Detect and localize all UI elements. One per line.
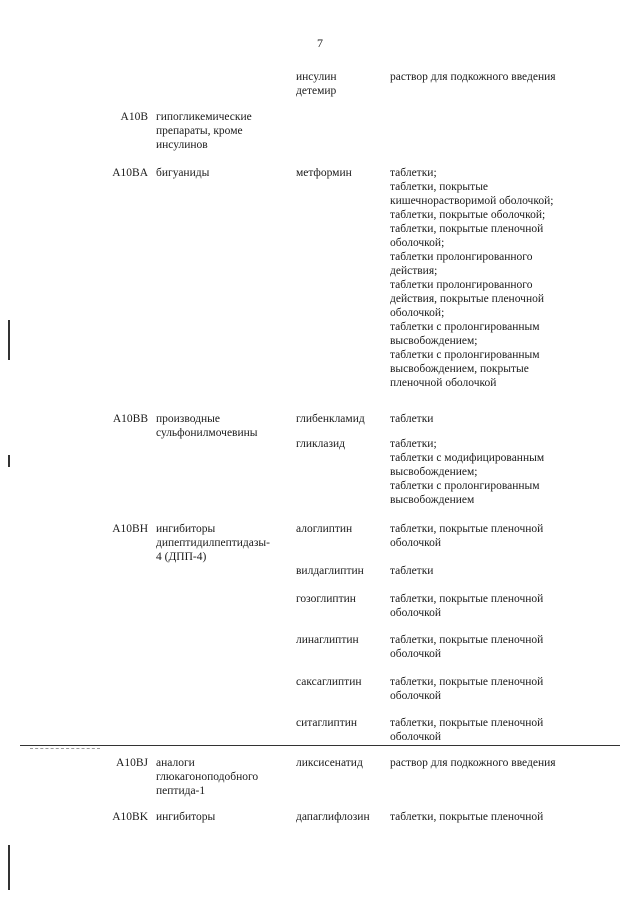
dosage-form: таблетки, покрытые пленочной оболочкой <box>390 523 544 549</box>
group-name: гипогликемические препараты, кроме инсулинов <box>156 111 252 151</box>
drug-name: саксаглиптин <box>296 676 362 688</box>
drug-name: гозоглиптин <box>296 593 356 605</box>
dosage-form: таблетки <box>390 565 434 577</box>
table-divider-dashed <box>30 748 100 749</box>
dosage-form: таблетки, покрытые пленочной оболочкой <box>390 593 544 619</box>
group-name: ингибиторы <box>156 811 216 823</box>
drug-name: инсулин детемир <box>296 71 337 97</box>
drug-name: дапаглифлозин <box>296 811 370 823</box>
group-name: бигуаниды <box>156 167 210 179</box>
drug-name: вилдаглиптин <box>296 565 364 577</box>
atc-code: A10BH <box>112 523 148 535</box>
scan-margin-mark <box>8 845 10 890</box>
drug-name: ситаглиптин <box>296 717 358 729</box>
group-name: производные сульфонилмочевины <box>156 413 258 439</box>
group-name: ингибиторы дипептидилпептидазы- 4 (ДПП-4) <box>156 523 270 563</box>
dosage-form: таблетки, покрытые пленочной <box>390 811 544 823</box>
group-name: аналоги глюкагоноподобного пептида-1 <box>156 757 259 797</box>
atc-code: A10BB <box>112 413 148 425</box>
dosage-form: таблетки, покрытые пленочной оболочкой <box>390 717 544 743</box>
dosage-form: раствор для подкожного введения <box>390 757 556 769</box>
drug-name: глибенкламид <box>296 413 365 425</box>
drug-name: гликлазид <box>296 438 346 450</box>
atc-code: A10BK <box>112 811 148 823</box>
drug-name: линаглиптин <box>296 634 359 646</box>
dosage-form: таблетки <box>390 413 434 425</box>
atc-code: A10B <box>120 111 148 123</box>
scan-margin-mark <box>8 320 10 360</box>
dosage-form: раствор для подкожного введения <box>390 71 556 83</box>
drug-name: ликсисенатид <box>296 757 363 769</box>
atc-code: A10BJ <box>116 757 148 769</box>
dosage-form: таблетки; таблетки с модифицированным высвобождением; таблетки с пролонгированным высвобождением <box>390 438 545 506</box>
scan-margin-mark <box>8 455 10 467</box>
atc-code: A10BA <box>112 167 148 179</box>
page-number: 7 <box>317 36 323 50</box>
drug-name: алоглиптин <box>296 523 353 535</box>
dosage-form: таблетки, покрытые пленочной оболочкой <box>390 634 544 660</box>
drug-name: метформин <box>296 167 352 179</box>
dosage-form: таблетки, покрытые пленочной оболочкой <box>390 676 544 702</box>
table-divider <box>20 745 620 746</box>
dosage-form: таблетки; таблетки, покрытые кишечнорастворимой оболочкой; таблетки, покрытые оболочкой; таблетки, покрытые пленочной оболочкой; таблетки пролонгированного действия; таблетки пролонгированного действия, покрытые пленочной оболочкой; таблетки с пролонгированным высвобождением; таблетки с пролонгированным высвобождением, покрытые пленочной оболочкой <box>390 167 554 389</box>
